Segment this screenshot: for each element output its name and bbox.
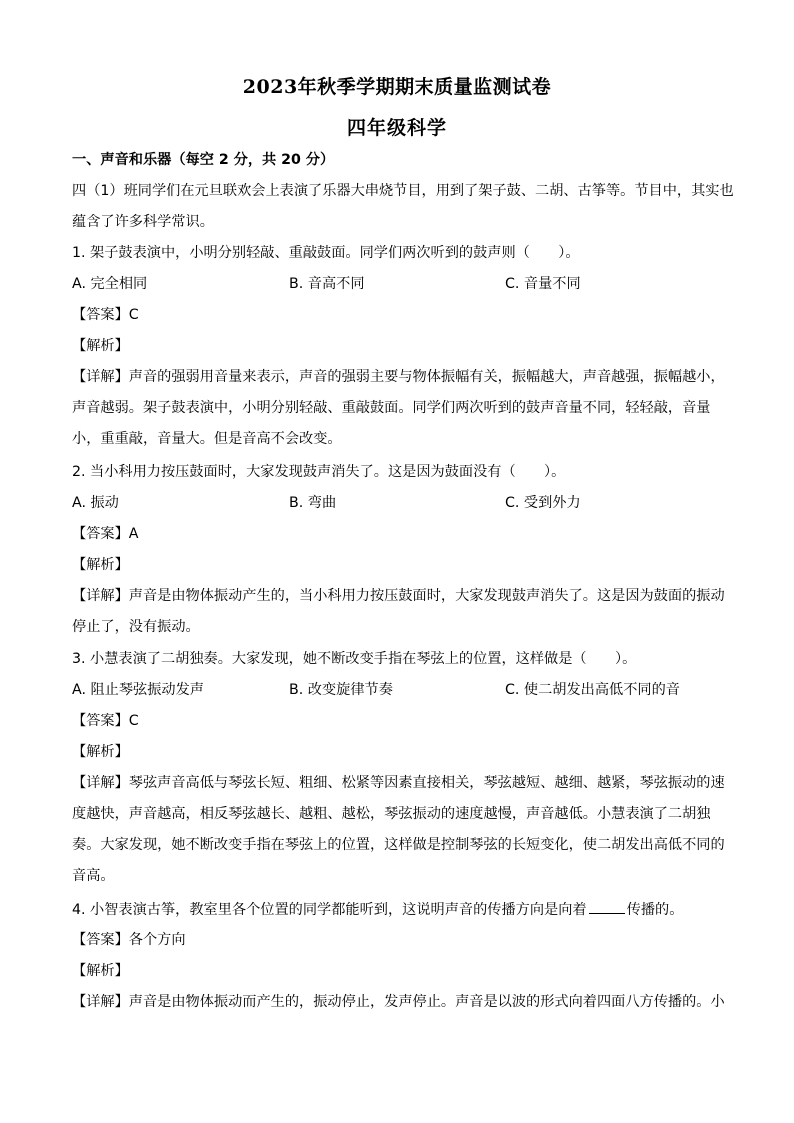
- q3-detail-line: 奏。大家发现，她不断改变手指在琴弦上的位置，这样做是控制琴弦的长短变化，使二胡发出高低不同的: [72, 837, 725, 853]
- q2-option-a: A. 振动: [72, 495, 119, 511]
- exam-subtitle: 四年级科学: [346, 117, 447, 139]
- answer-blank: [589, 899, 625, 914]
- q2-option-b: B. 弯曲: [289, 495, 337, 511]
- q3-option-a: A. 阻止琴弦振动发声: [72, 682, 204, 698]
- q1-option-a: A. 完全相同: [72, 276, 148, 292]
- detail-tag: 【详解】: [72, 994, 129, 1010]
- question-2-stem: 2. 当小科用力按压鼓面时，大家发现鼓声消失了。这是因为鼓面没有（ ）。: [72, 464, 566, 480]
- exam-title: 2023年秋季学期期末质量监测试卷: [242, 76, 552, 98]
- q1-detail-line: 【详解】声音的强弱用音量来表示，声音的强弱主要与物体振幅有关，振幅越大，声音越强，振幅越小，: [72, 369, 725, 385]
- question-4-stem: 4. 小智表演古筝，教室里各个位置的同学都能听到，这说明声音的传播方向是向着 传播的。: [72, 899, 722, 920]
- detail-tag: 【详解】: [72, 588, 129, 604]
- q1-answer: 【答案】C: [72, 307, 139, 323]
- q3-detail-line: 音高。: [72, 868, 115, 884]
- q1-detail-line: 小，重重敲，音量大。但是音高不会改变。: [72, 431, 342, 447]
- q3-answer: 【答案】C: [72, 713, 139, 729]
- q2-detail-line: 停止了，没有振动。: [72, 619, 200, 635]
- q1-option-c: C. 音量不同: [505, 276, 581, 292]
- q2-option-c: C. 受到外力: [505, 495, 581, 511]
- q3-option-b: B. 改变旋律节奏: [289, 682, 393, 698]
- detail-tag: 【详解】: [72, 369, 129, 385]
- detail-tag: 【详解】: [72, 775, 129, 791]
- q4-analysis-label: 【解析】: [72, 963, 129, 979]
- question-1-stem: 1. 架子鼓表演中，小明分别轻敲、重敲鼓面。同学们两次听到的鼓声则（ ）。: [72, 245, 580, 261]
- section-intro-line: 四（1）班同学们在元旦联欢会上表演了乐器大串烧节目，用到了架子鼓、二胡、古筝等。节目中，其实也: [72, 183, 734, 199]
- q3-analysis-label: 【解析】: [72, 744, 129, 760]
- q1-detail-line: 声音越弱。架子鼓表演中，小明分别轻敲、重敲鼓面。同学们两次听到的鼓声音量不同，轻轻敲，音量: [72, 400, 711, 416]
- q4-detail-line: 【详解】声音是由物体振动而产生的，振动停止，发声停止。声音是以波的形式向着四面八方传播的。小: [72, 994, 725, 1010]
- q2-analysis-label: 【解析】: [72, 557, 129, 573]
- q2-answer: 【答案】A: [72, 526, 139, 542]
- section-heading: 一、声音和乐器（每空 2 分，共 20 分）: [72, 152, 335, 168]
- q1-option-b: B. 音高不同: [289, 276, 365, 292]
- q3-option-c: C. 使二胡发出高低不同的音: [505, 682, 680, 698]
- q1-analysis-label: 【解析】: [72, 338, 129, 354]
- q2-detail-line: 【详解】声音是由物体振动产生的，当小科用力按压鼓面时，大家发现鼓声消失了。这是因为鼓面的振动: [72, 588, 725, 604]
- q3-detail-line: 度越快，声音越高，相反琴弦越长、越粗、越松，琴弦振动的速度越慢，声音越低。小慧表演了二胡独: [72, 806, 711, 822]
- q3-detail-line: 【详解】琴弦声音高低与琴弦长短、粗细、松紧等因素直接相关，琴弦越短、越细、越紧，琴弦振动的速: [72, 775, 725, 791]
- question-3-stem: 3. 小慧表演了二胡独奏。大家发现，她不断改变手指在琴弦上的位置，这样做是（ ）。: [72, 651, 637, 667]
- q4-answer: 【答案】各个方向: [72, 932, 186, 948]
- section-intro-line: 蕴含了许多科学常识。: [72, 214, 214, 230]
